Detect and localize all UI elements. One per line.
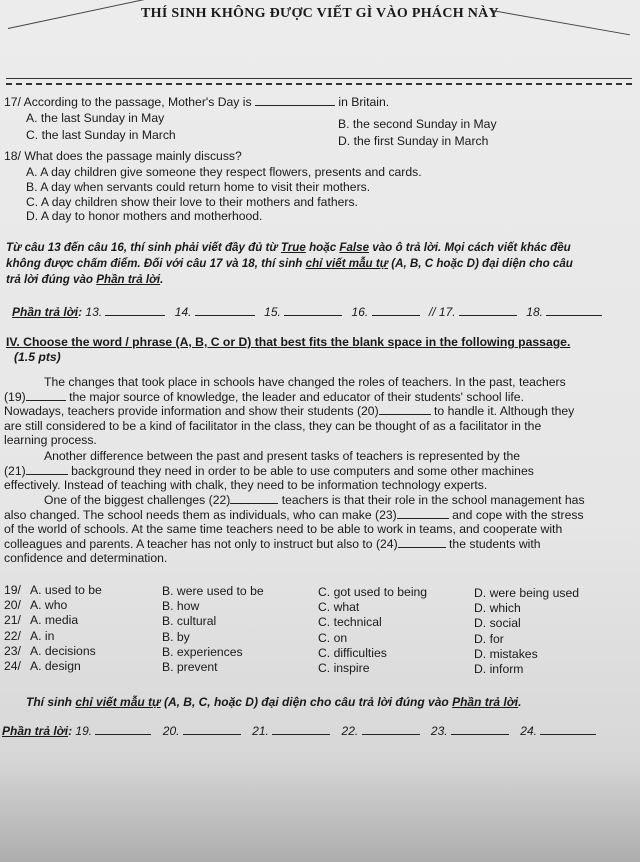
answer-14-label: 14. [174,305,192,319]
answer-24-label: 24. [520,724,537,738]
passage-line: colleagues and parents. A teacher has not only to instruct but also to (24) [4,536,398,551]
answer-21-blank[interactable] [272,724,330,735]
instruction-text: hoặc [309,241,337,254]
answer-14-blank[interactable] [195,305,255,316]
question-17-blank[interactable] [255,95,335,106]
instruction-letter-only [26,695,521,709]
instruction-text: . [518,695,522,709]
gap-22-blank[interactable] [230,493,278,504]
instruction-emphasis: chỉ viết mẫu tự [305,257,388,270]
option-c: C. what [318,600,360,615]
option-d: D. social [474,616,521,631]
option-d: D. inform [474,662,524,677]
option-d: D. which [474,601,521,616]
instruction-text: (A, B, C hoặc D) đại diện cho câu [391,257,573,270]
option-row-number: 19/ [4,583,21,597]
options-column-c [318,585,427,676]
option-c: C. on [318,630,348,645]
option-b: B. prevent [162,660,218,675]
instruction-text: Từ câu 13 đến câu 16, thí sinh phải viết đầy đủ từ [6,241,278,254]
page-header: THÍ SINH KHÔNG ĐƯỢC VIẾT GÌ VÀO PHÁCH NÀY [141,6,499,21]
answer-row-13-18 [12,305,602,319]
question-17-stem: 17/ According to the passage, Mother's Day is [4,95,252,109]
instruction-text: vào ô trả lời. Mọi cách viết khác đều [372,241,571,254]
gap-24-blank[interactable] [398,537,446,548]
option-b: B. were used to be [162,584,264,598]
answer-15-blank[interactable] [284,305,342,316]
question-17 [4,95,389,109]
passage-gap-number: (21) [4,463,26,478]
gap-19-blank[interactable] [26,390,66,401]
instruction-text: . [160,273,164,286]
answer-23-label: 23. [430,724,448,738]
passage-paragraph-2 [4,449,628,493]
answer-22-label: 22. [341,724,359,738]
passage-line: background they need in order to be able to use computers and some other machines [71,463,534,478]
answer-18-blank[interactable] [546,305,602,316]
gap-23-blank[interactable] [397,508,449,519]
option-d: D. mistakes [474,646,538,661]
option-b: B. experiences [162,644,243,659]
instruction-answer-label: Phần trả lời [96,273,161,286]
answer-21-label: 21. [252,724,269,738]
answer-row-colon: : [68,724,73,738]
question-18-stem: 18/ What does the passage mainly discuss? [4,149,242,163]
instruction-answer-label: Phần trả lời [452,695,519,709]
answer-18-label: 18. [526,305,543,319]
divider-solid [6,78,632,79]
option-b: B. by [162,629,190,644]
option-c: C. technical [318,615,382,630]
passage-line: effectively. Instead of teaching with chalk, they need to be information technology experts. [4,478,488,493]
option-a: A. decisions [30,643,96,658]
q18-option-d: D. A day to honor mothers and motherhood. [26,209,263,223]
answer-row-label: Phần trả lời [12,305,79,319]
passage-paragraph-1 [4,375,628,448]
question-17-stem-end: in Britain. [338,95,390,109]
answer-19-blank[interactable] [95,724,151,735]
answer-13-blank[interactable] [105,305,165,316]
answer-17-blank[interactable] [459,305,517,316]
options-column-d [474,586,579,677]
photo-shadow [0,760,640,862]
options-column-a [30,583,102,674]
passage-line: learning process. [4,433,97,448]
passage-line: are still considered to be a kind of facilitator in the class, they can be thought of as a facilitator in the [4,418,542,433]
option-a: A. who [30,598,68,613]
answer-24-blank[interactable] [540,724,596,735]
q18-option-b: B. A day when servants could return home to visit their mothers. [26,180,371,194]
passage-line: to handle it. Although they [434,404,575,419]
option-c: C. got used to being [318,585,428,599]
answer-13-label: 13. [85,305,103,319]
q17-option-d: D. the first Sunday in March [338,134,489,148]
option-row-number: 21/ [4,613,21,628]
option-a: A. design [30,659,81,674]
option-b: B. cultural [162,614,217,629]
instruction-emphasis: chỉ viết mẫu tự [75,695,161,709]
passage-line: confidence and determination. [4,551,168,566]
false-word: False [339,241,370,254]
option-row-number: 22/ [4,628,21,643]
q18-option-a: A. A day children give someone they respect flowers, presents and cards. [26,165,422,179]
instruction-true-false [6,240,628,288]
gap-21-blank[interactable] [26,464,68,475]
true-word: True [280,241,306,254]
passage-line: One of the biggest challenges (22) [44,493,231,507]
answer-19-label: 19. [75,724,93,738]
divider-dashed [6,83,632,85]
passage-line: teachers is that their role in the school management has [281,493,585,507]
option-a: A. media [30,613,79,628]
section-4-points: (1.5 pts) [14,350,61,364]
passage-line: The changes that took place in schools have changed the roles of teachers. In the past, teachers [44,375,566,389]
option-b: B. how [162,599,200,614]
instruction-text: Thí sinh [26,695,72,709]
answer-15-label: 15. [264,305,281,319]
option-d: D. for [474,631,504,646]
options-column-b [162,584,264,675]
answer-20-label: 20. [162,724,180,738]
answer-23-blank[interactable] [451,724,509,735]
option-a: A. in [30,628,55,643]
answer-20-blank[interactable] [183,724,241,735]
instruction-text: trả lời đúng vào [6,273,94,286]
option-c: C. inspire [318,661,370,676]
option-c: C. difficulties [318,645,387,660]
section-4-title-text: IV. Choose the word / phrase (A, B, C or D) that best fits the blank space in the following passage. [6,335,571,349]
instruction-text: không được chấm điểm. Đối với câu 17 và 18, thí sinh [6,257,303,270]
option-a: A. used to be [30,583,102,597]
answer-row-label: Phần trả lời [2,724,69,738]
answer-row-colon: : [78,305,83,319]
q17-option-b: B. the second Sunday in May [338,117,497,131]
option-row-number: 24/ [4,659,21,674]
passage-gap-number: (19) [4,389,26,404]
options-numbers [4,583,21,674]
passage-line: also changed. The school needs them as individuals, who can make (23) [4,507,397,522]
section-4-title [6,335,570,349]
answer-16-label: 16. [351,305,369,319]
passage-line: the students with [449,536,541,551]
gap-20-blank[interactable] [379,404,431,415]
answer-16-blank[interactable] [372,305,420,316]
passage-line: Nowadays, teachers provide information and show their students (20) [4,404,379,419]
option-row-number: 23/ [4,643,21,658]
q18-option-c: C. A day children show their love to their mothers and fathers. [26,195,358,209]
answer-row-19-24 [2,724,596,738]
passage-line: Another difference between the past and present tasks of teachers is represented by the [44,449,521,463]
option-row-number: 20/ [4,598,21,613]
q17-option-c: C. the last Sunday in March [26,128,176,142]
answer-22-blank[interactable] [362,724,420,735]
option-d: D. were being used [474,586,580,600]
answer-17-label: // 17. [428,305,456,319]
passage-paragraph-3 [4,493,628,566]
q17-option-a: A. the last Sunday in May [26,111,165,125]
passage-line: and cope with the stress [452,507,584,522]
passage-line: the major source of knowledge, the leader and educator of their students' school life. [69,389,524,404]
instruction-text: (A, B, C, hoặc D) đại diện cho câu trả lời đúng vào [163,695,449,709]
passage-line: of the world of schools. At the same time teachers need to be able to work in teams, and cooperate with [4,522,563,537]
